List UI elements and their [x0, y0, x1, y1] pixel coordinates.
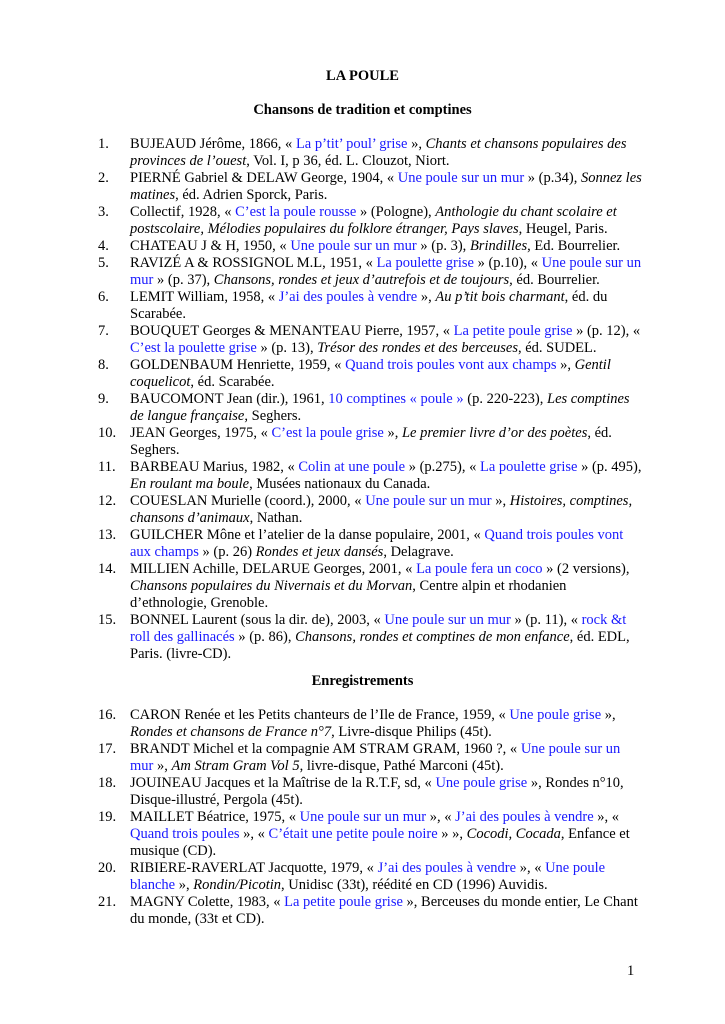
reference-list-enregistrements [98, 707, 643, 928]
work-title: Rondin/Picotin [193, 877, 282, 893]
reference-number: 14. [98, 561, 117, 577]
reference-text: , Nathan. [249, 510, 303, 526]
song-link[interactable]: J’ai des poules à vendre [455, 809, 594, 825]
reference-text: » (p. 26) [198, 544, 256, 560]
reference-text: », [556, 357, 575, 373]
reference-text: MILLIEN Achille, DELARUE Georges, 2001, « [130, 561, 417, 577]
reference-number: 16. [98, 707, 117, 723]
reference-text: » (p. 11), « [510, 612, 582, 628]
reference-number: 11. [98, 459, 116, 475]
song-link[interactable]: Une poule sur un mur [130, 741, 621, 774]
reference-text: , éd. Scarabée. [190, 374, 275, 390]
reference-number: 18. [98, 775, 117, 791]
reference-text: , Musées nationaux du Canada. [249, 476, 431, 492]
reference-text: BONNEL Laurent (sous la dir. de), 2003, « [130, 612, 385, 628]
reference-text: », Berceuses du monde entier, Le Chant du monde, (33t et CD). [130, 894, 638, 927]
reference-text: BRANDT Michel et la compagnie AM STRAM GRAM, 1960 ?, « [130, 741, 521, 757]
reference-text: », Rondes n°10, Disque-illustré, Pergola (45t). [130, 775, 624, 808]
song-link[interactable]: rock &t roll des gallinacés [130, 612, 627, 645]
reference-item [98, 323, 643, 357]
reference-text: LEMIT William, 1958, « [130, 289, 279, 305]
reference-item [98, 255, 643, 289]
reference-text: , Livre-disque Philips (45t). [331, 724, 492, 740]
work-title: Chansons populaires du Nivernais et du Morvan [130, 578, 413, 594]
reference-number: 19. [98, 809, 117, 825]
reference-text: Collectif, 1928, « [130, 204, 236, 220]
work-title: Chansons, rondes et comptines de mon enfance [295, 629, 570, 645]
reference-text: , Vol. I, p 36, éd. L. Clouzot, Niort. [246, 153, 450, 169]
reference-text: , éd. EDL, Paris. (livre-CD). [130, 629, 630, 662]
work-title: Cocodi, Cocada [466, 826, 561, 842]
song-link[interactable]: Une poule sur un mur [397, 170, 525, 186]
reference-text: » (p. 495), [577, 459, 642, 475]
work-title: Chansons, rondes et jeux d’autrefois et de toujours, [213, 272, 513, 288]
reference-text: BOUQUET Georges & MENANTEAU Pierre, 1957, « [130, 323, 454, 339]
reference-item [98, 459, 643, 493]
reference-text: » (p.275), « [405, 459, 481, 475]
reference-text: GUILCHER Mône et l’atelier de la danse populaire, 2001, « [130, 527, 485, 543]
reference-text: BARBEAU Marius, 1982, « [130, 459, 299, 475]
reference-item [98, 391, 643, 425]
reference-text: , éd. Seghers. [130, 425, 612, 458]
reference-number: 15. [98, 612, 117, 628]
reference-text: MAGNY Colette, 1983, « [130, 894, 285, 910]
work-title: Le premier livre d’or des poètes [401, 425, 588, 441]
reference-number: 21. [98, 894, 117, 910]
song-link[interactable]: C’était une petite poule noire [268, 826, 438, 842]
reference-number: 6. [98, 289, 109, 305]
song-link[interactable]: La poulette grise [376, 255, 474, 271]
reference-text: , Delagrave. [383, 544, 454, 560]
work-title: Gentil coquelicot [130, 357, 611, 390]
reference-item [98, 170, 643, 204]
song-link[interactable]: La petite poule grise [284, 894, 403, 910]
reference-text: , Unidisc (33t), réédité en CD (1996) Auvidis. [281, 877, 548, 893]
song-link[interactable]: C’est la poule grise [271, 425, 384, 441]
song-link[interactable]: La poule fera un coco [416, 561, 543, 577]
reference-number: 10. [98, 425, 117, 441]
song-link[interactable]: Une poule sur un mur [290, 238, 417, 254]
work-title: Rondes et chansons de France n°7 [130, 724, 332, 740]
reference-text: », [491, 493, 510, 509]
section-heading-chansons: Chansons de tradition et comptines [253, 102, 472, 118]
song-link[interactable]: La p’tit’ poul’ grise [295, 136, 408, 152]
reference-text: », [407, 136, 426, 152]
reference-item [98, 357, 643, 391]
reference-number: 7. [98, 323, 109, 339]
song-link[interactable]: Une poule sur un mur [299, 809, 427, 825]
song-link[interactable]: Colin at une poule [298, 459, 406, 475]
page-title: LA POULE [326, 68, 399, 84]
song-link[interactable]: Une poule blanche [130, 860, 606, 893]
song-link[interactable]: Quand trois poules [130, 826, 240, 842]
work-title: Rondes et jeux dansés [255, 544, 384, 560]
reference-item [98, 289, 643, 323]
reference-text: », [383, 425, 402, 441]
reference-text: CHATEAU J & H, 1950, « [130, 238, 291, 254]
song-link[interactable]: J’ai des poules à vendre [278, 289, 418, 305]
reference-item [98, 809, 643, 860]
reference-text: , Ed. Bourrelier. [527, 238, 621, 254]
reference-number: 2. [98, 170, 109, 186]
reference-text: GOLDENBAUM Henriette, 1959, « [130, 357, 346, 373]
reference-number: 20. [98, 860, 117, 876]
reference-item [98, 612, 643, 663]
reference-text: » (2 versions), [542, 561, 630, 577]
song-link[interactable]: C’est la poulette grise [130, 340, 257, 356]
reference-text: JOUINEAU Jacques et la Maîtrise de la R.T.F, sd, « [130, 775, 436, 791]
reference-text: » (p. 3), [416, 238, 470, 254]
reference-number: 4. [98, 238, 109, 254]
song-link[interactable]: Une poule grise [435, 775, 528, 791]
reference-text: » (p. 12), « [572, 323, 641, 339]
work-title: Anthologie du chant scolaire et postscolaire, Mélodies populaires du folklore étranger, Pays slaves [130, 204, 617, 237]
song-link[interactable]: Quand trois poules vont aux champs [130, 527, 624, 560]
song-link[interactable]: 10 comptines « poule » [328, 391, 464, 407]
reference-text: éd. Bourrelier. [512, 272, 600, 288]
work-title: Chants et chansons populaires des provinces de l’ouest [130, 136, 627, 169]
song-link[interactable]: La petite poule grise [453, 323, 573, 339]
reference-item [98, 204, 643, 238]
reference-text: RIBIERE-RAVERLAT Jacquotte, 1979, « [130, 860, 378, 876]
reference-item [98, 707, 643, 741]
reference-number: 3. [98, 204, 109, 220]
work-title: Am Stram Gram Vol 5 [171, 758, 300, 774]
reference-item [98, 238, 643, 255]
reference-text: , éd. SUDEL. [517, 340, 597, 356]
reference-number: 1. [98, 136, 109, 152]
reference-number: 5. [98, 255, 109, 271]
reference-item [98, 894, 643, 928]
reference-item [98, 741, 643, 775]
reference-text: », [601, 707, 616, 723]
reference-text: , Centre alpin et rhodanien d’ethnologie, Grenoble. [130, 578, 567, 611]
reference-number: 13. [98, 527, 117, 543]
reference-text: JEAN Georges, 1975, « [130, 425, 272, 441]
reference-text: , livre-disque, Pathé Marconi (45t). [299, 758, 504, 774]
reference-text: » (p.10), « [473, 255, 542, 271]
work-title: En roulant ma boule [130, 476, 250, 492]
work-title: Trésor des rondes et des berceuses [317, 340, 518, 356]
reference-item [98, 561, 643, 612]
work-title: Au p’tit bois charmant [435, 289, 565, 305]
reference-item [98, 775, 643, 809]
reference-text: RAVIZÉ A & ROSSIGNOL M.L, 1951, « [130, 255, 377, 271]
work-title: Brindilles [469, 238, 528, 254]
reference-number: 17. [98, 741, 117, 757]
reference-text: » », [437, 826, 467, 842]
reference-number: 9. [98, 391, 109, 407]
reference-number: 12. [98, 493, 117, 509]
reference-text: » (p. 86), [234, 629, 296, 645]
reference-text: , Enfance et musique (CD). [130, 826, 630, 859]
reference-text: », « [593, 809, 620, 825]
reference-text: », « [426, 809, 456, 825]
reference-text: », [153, 758, 172, 774]
reference-text: MAILLET Béatrice, 1975, « [130, 809, 300, 825]
reference-text: » (p.34), [524, 170, 581, 186]
reference-item [98, 527, 643, 561]
reference-text: BAUCOMONT Jean (dir.), 1961, [130, 391, 329, 407]
reference-text: , Heugel, Paris. [518, 221, 608, 237]
reference-text: » (p. 13), [256, 340, 318, 356]
reference-item [98, 136, 643, 170]
reference-text: », « [239, 826, 269, 842]
reference-text: », « [516, 860, 546, 876]
work-title: Les comptines de langue française, [130, 391, 630, 424]
reference-text: », [417, 289, 436, 305]
song-link[interactable]: C’est la poule rousse [235, 204, 357, 220]
song-link[interactable]: Une poule sur un mur [130, 255, 642, 288]
reference-text: » (Pologne), [356, 204, 436, 220]
reference-text: CARON Renée et les Petits chanteurs de l’Ile de France, 1959, « [130, 707, 510, 723]
reference-list-chansons [98, 136, 643, 663]
work-title: Sonnez les matines [130, 170, 642, 203]
song-link[interactable]: Une poule grise [509, 707, 602, 723]
reference-item [98, 860, 643, 894]
page-number: 1 [627, 963, 635, 979]
song-link[interactable]: J’ai des poules à vendre [377, 860, 517, 876]
reference-text: PIERNÉ Gabriel & DELAW George, 1904, « [130, 170, 398, 186]
reference-text: » (p. 37), [153, 272, 214, 288]
reference-item [98, 493, 643, 527]
song-link[interactable]: La poulette grise [480, 459, 578, 475]
reference-text: COUESLAN Murielle (coord.), 2000, « [130, 493, 366, 509]
work-title: Histoires, comptines, chansons d’animaux [130, 493, 633, 526]
song-link[interactable]: Une poule sur un mur [384, 612, 511, 628]
song-link[interactable]: Quand trois poules vont aux champs [345, 357, 557, 373]
section-heading-enregistrements: Enregistrements [311, 673, 414, 689]
reference-text: (p. 220-223), [463, 391, 547, 407]
reference-text: », [175, 877, 194, 893]
song-link[interactable]: Une poule sur un mur [365, 493, 492, 509]
reference-text: , éd. Adrien Sporck, Paris. [175, 187, 328, 203]
reference-number: 8. [98, 357, 109, 373]
reference-text: Seghers. [248, 408, 302, 424]
reference-item [98, 425, 643, 459]
reference-text: BUJEAUD Jérôme, 1866, « [130, 136, 296, 152]
reference-text: , éd. du Scarabée. [130, 289, 608, 322]
